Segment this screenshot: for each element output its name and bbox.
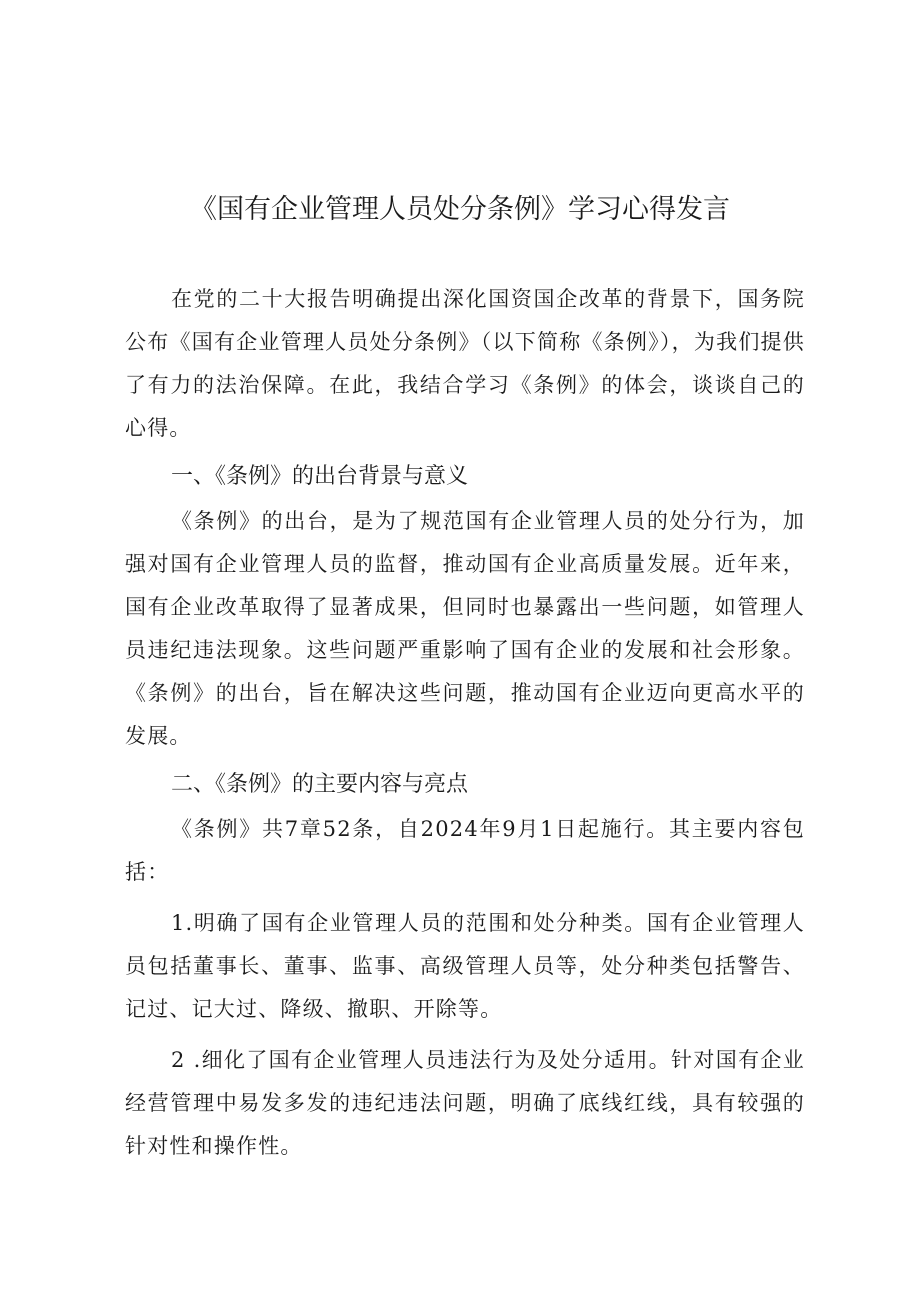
section-2-paragraph-3: 2 .细化了国有企业管理人员违法行为及处分适用。针对国有企业经营管理中易发多发的违纪违法问题，明确了底线红线，具有较强的针对性和操作性。 [125,1048,805,1158]
section-heading-2: 二、《条例》的主要内容与亮点 [171,772,469,797]
section-heading-1: 一、《条例》的出台背景与意义 [171,464,469,489]
section-2-paragraph-1: 《条例》共7章52条，自2024年9月1日起施行。其主要内容包括： [125,817,805,884]
section-2-paragraph-2: 1.明确了国有企业管理人员的范围和处分种类。国有企业管理人员包括董事长、董事、监事、高级管理人员等，处分种类包括警告、记过、记大过、降级、撤职、开除等。 [125,911,805,1021]
section-1-paragraph-1: 《条例》的出台，是为了规范国有企业管理人员的处分行为，加强对国有企业管理人员的监督，推动国有企业高质量发展。近年来，国有企业改革取得了显著成果，但同时也暴露出一些问题，如管理人员违纪违法现象。这些问题严重影响了国有企业的发展和社会形象。《条例》的出台，旨在解决这些问题，推动国有企业迈向更高水平的发展。 [125,509,805,748]
document-body [125,278,805,1168]
document-title: 《国有企业管理人员处分条例》学习心得发言 [190,194,730,225]
intro-paragraph: 在党的二十大报告明确提出深化国资国企改革的背景下，国务院公布《国有企业管理人员处分条例》（以下简称《条例》），为我们提供了有力的法治保障。在此，我结合学习《条例》的体会，谈谈自己的心得。 [125,287,805,440]
